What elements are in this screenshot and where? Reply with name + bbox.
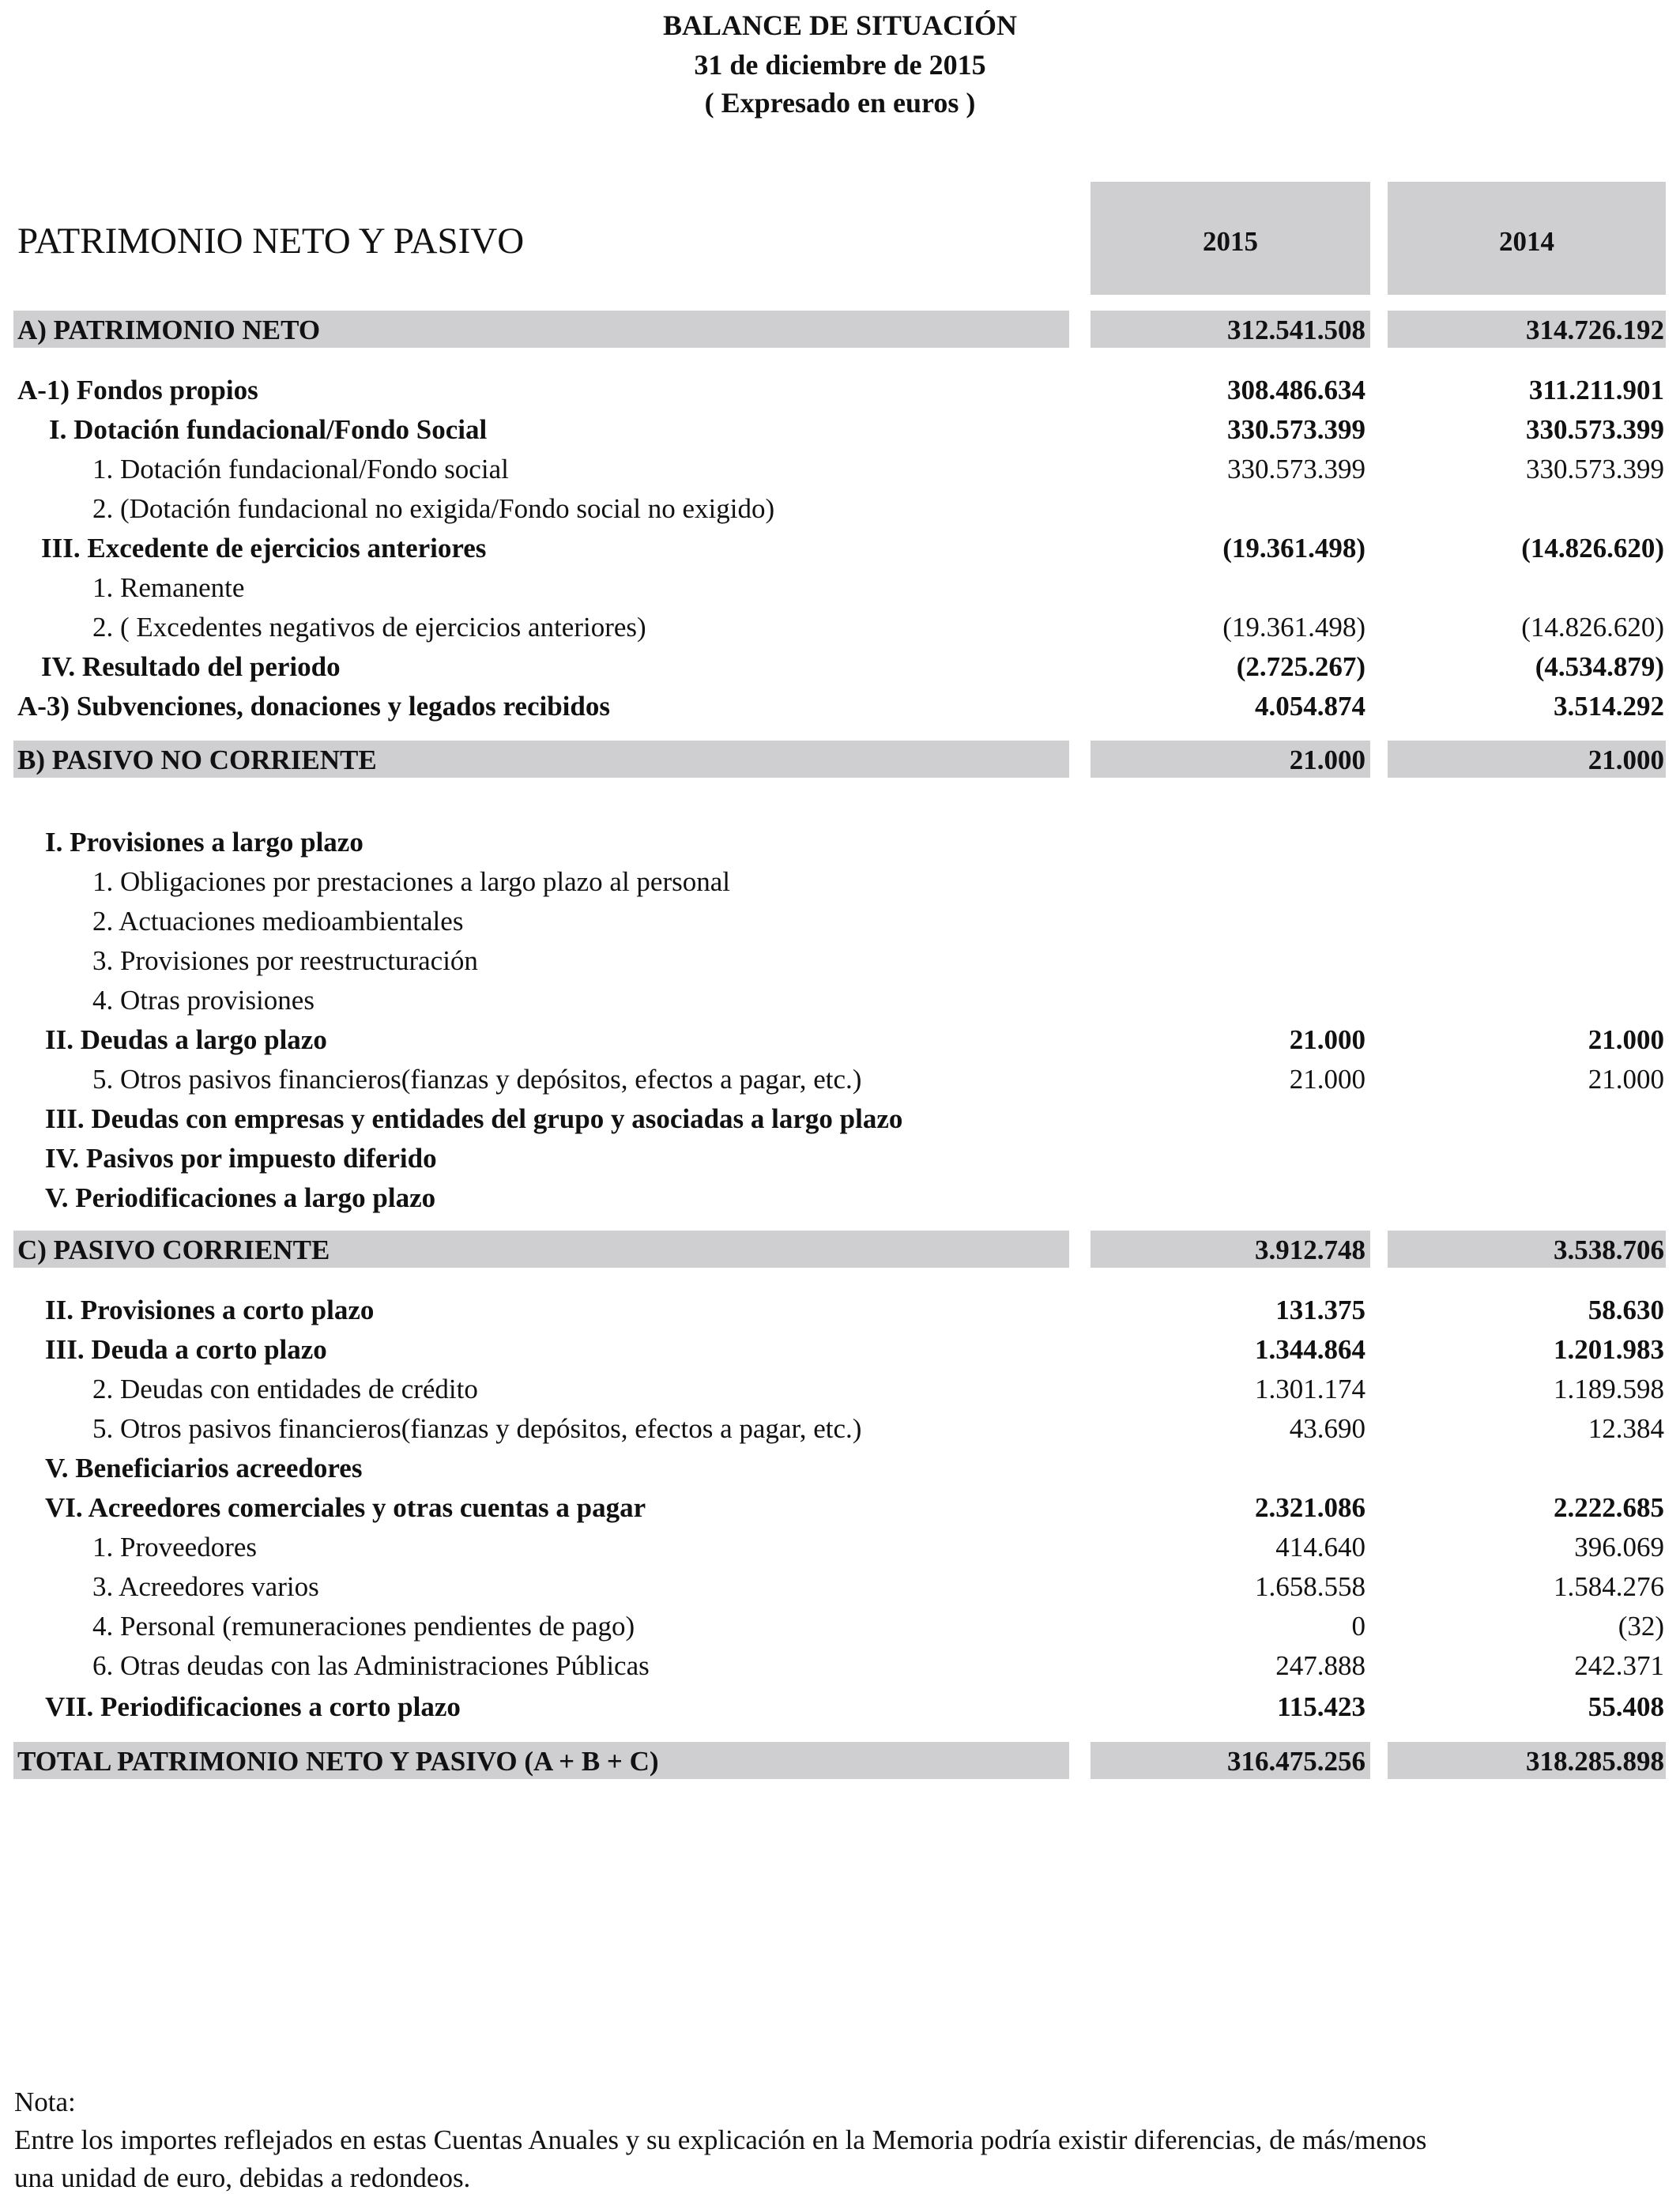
value-2015: (19.361.498) bbox=[1222, 533, 1365, 564]
table-row-v-periodificaciones-a-largo-plazo bbox=[0, 1178, 1680, 1217]
column-header-2015-label: 2015 bbox=[1203, 226, 1258, 257]
value-2014: 242.371 bbox=[1574, 1650, 1664, 1681]
table-row-2-excedentes-negativos-de-ejercicios-anteriores bbox=[0, 607, 1680, 647]
value-2014: (32) bbox=[1618, 1611, 1664, 1642]
note-title: Nota: bbox=[14, 2087, 76, 2117]
value-2015: (19.361.498) bbox=[1222, 612, 1365, 643]
table-row-total-patrimonio-neto-y-pasivo-a-b-c bbox=[0, 1742, 1680, 1781]
value-2015: 308.486.634 bbox=[1227, 375, 1365, 405]
row-label: 3. Acreedores varios bbox=[92, 1571, 319, 1602]
value-2014: 314.726.192 bbox=[1526, 315, 1664, 345]
table-row-1-dotacion-fundacional-fondo-social bbox=[0, 449, 1680, 488]
value-2015: (2.725.267) bbox=[1236, 651, 1365, 682]
table-row-2-actuaciones-medioambientales bbox=[0, 901, 1680, 941]
column-header-2014-label: 2014 bbox=[1499, 226, 1554, 257]
row-label: 1. Dotación fundacional/Fondo social bbox=[92, 454, 509, 484]
row-label: IV. Resultado del periodo bbox=[41, 651, 341, 682]
value-2015: 330.573.399 bbox=[1227, 454, 1365, 484]
row-label: A) PATRIMONIO NETO bbox=[17, 315, 321, 345]
value-2014: 2.222.685 bbox=[1554, 1492, 1664, 1523]
table-row-i-dotacion-fundacional-fondo-social bbox=[0, 409, 1680, 449]
value-2014: 1.189.598 bbox=[1554, 1374, 1664, 1404]
row-label: I. Provisiones a largo plazo bbox=[45, 827, 363, 858]
value-2015: 0 bbox=[1351, 1611, 1365, 1642]
table-row-1-proveedores bbox=[0, 1527, 1680, 1566]
row-label: 1. Obligaciones por prestaciones a largo plazo al personal bbox=[92, 866, 730, 897]
row-label: 3. Provisiones por reestructuración bbox=[92, 945, 478, 976]
row-label: 5. Otros pasivos financieros(fianzas y depósitos, efectos a pagar, etc.) bbox=[92, 1413, 862, 1444]
row-label: 5. Otros pasivos financieros(fianzas y depósitos, efectos a pagar, etc.) bbox=[92, 1064, 862, 1095]
value-2015: 330.573.399 bbox=[1227, 414, 1365, 445]
value-2015: 131.375 bbox=[1275, 1295, 1365, 1325]
table-row-2-deudas-con-entidades-de-credito bbox=[0, 1369, 1680, 1408]
row-label: I. Dotación fundacional/Fondo Social bbox=[49, 414, 488, 445]
value-2015: 2.321.086 bbox=[1255, 1492, 1365, 1523]
row-label: A-1) Fondos propios bbox=[17, 375, 258, 405]
row-label: II. Provisiones a corto plazo bbox=[45, 1295, 375, 1325]
value-2014: 1.584.276 bbox=[1554, 1571, 1664, 1602]
value-2014: 330.573.399 bbox=[1526, 454, 1664, 484]
table-row-a-1-fondos-propios bbox=[0, 370, 1680, 409]
value-2014: 21.000 bbox=[1588, 1064, 1664, 1095]
table-row-2-dotacion-fundacional-no-exigida-fondo-social-n bbox=[0, 488, 1680, 528]
table-row-5-otros-pasivos-financieros-fianzas-y-depositos- bbox=[0, 1408, 1680, 1448]
table-row-4-personal-remuneraciones-pendientes-de-pago bbox=[0, 1606, 1680, 1646]
row-label: VI. Acreedores comerciales y otras cuentas a pagar bbox=[45, 1492, 646, 1523]
table-row-6-otras-deudas-con-las-administraciones-publicas bbox=[0, 1646, 1680, 1685]
value-2014: 12.384 bbox=[1588, 1413, 1664, 1444]
row-label: 2. ( Excedentes negativos de ejercicios anteriores) bbox=[92, 612, 646, 643]
row-label: TOTAL PATRIMONIO NETO Y PASIVO (A + B + C) bbox=[17, 1746, 659, 1777]
table-row-ii-deudas-a-largo-plazo bbox=[0, 1020, 1680, 1059]
value-2014: 21.000 bbox=[1588, 1024, 1664, 1055]
row-label: 2. Deudas con entidades de crédito bbox=[92, 1374, 478, 1404]
row-label: III. Deudas con empresas y entidades del grupo y asociadas a largo plazo bbox=[45, 1103, 903, 1134]
value-2015: 1.301.174 bbox=[1255, 1374, 1365, 1404]
value-2014: 396.069 bbox=[1574, 1532, 1664, 1563]
value-2015: 1.344.864 bbox=[1255, 1334, 1365, 1365]
table-row-3-provisiones-por-reestructuracion bbox=[0, 941, 1680, 980]
row-label: V. Periodificaciones a largo plazo bbox=[45, 1182, 436, 1213]
row-label: 2. (Dotación fundacional no exigida/Fondo social no exigido) bbox=[92, 493, 775, 524]
value-2014: 21.000 bbox=[1588, 745, 1664, 775]
value-2014: (14.826.620) bbox=[1521, 533, 1664, 564]
value-2015: 316.475.256 bbox=[1227, 1746, 1365, 1777]
table-row-ii-provisiones-a-corto-plazo bbox=[0, 1290, 1680, 1329]
column-header-2015 bbox=[1090, 182, 1370, 295]
row-label: C) PASIVO CORRIENTE bbox=[17, 1235, 330, 1265]
value-2015: 21.000 bbox=[1289, 1024, 1365, 1055]
value-2015: 414.640 bbox=[1275, 1532, 1365, 1563]
value-2015: 21.000 bbox=[1289, 745, 1365, 775]
table-row-a-3-subvenciones-donaciones-y-legados-recibidos bbox=[0, 686, 1680, 726]
table-row-v-beneficiarios-acreedores bbox=[0, 1448, 1680, 1487]
value-2014: 3.514.292 bbox=[1554, 691, 1664, 722]
table-row-iv-resultado-del-periodo bbox=[0, 647, 1680, 686]
value-2015: 43.690 bbox=[1289, 1413, 1365, 1444]
value-2015: 4.054.874 bbox=[1255, 691, 1365, 722]
value-2014: (14.826.620) bbox=[1521, 612, 1664, 643]
value-2014: 1.201.983 bbox=[1554, 1334, 1664, 1365]
note-line-2: una unidad de euro, debidas a redondeos. bbox=[14, 2162, 471, 2193]
column-header-2014 bbox=[1388, 182, 1666, 295]
table-row-1-remanente bbox=[0, 567, 1680, 607]
document-title: BALANCE DE SITUACIÓN bbox=[662, 9, 1018, 41]
note-line-1: Entre los importes reflejados en estas Cuentas Anuales y su explicación en la Memoria podría existir diferencias, de más/menos bbox=[14, 2124, 1427, 2155]
row-label: II. Deudas a largo plazo bbox=[45, 1024, 327, 1055]
row-label: 4. Otras provisiones bbox=[92, 985, 315, 1016]
value-2014: (4.534.879) bbox=[1535, 651, 1664, 682]
section-title: PATRIMONIO NETO Y PASIVO bbox=[17, 221, 525, 262]
table-row-i-provisiones-a-largo-plazo bbox=[0, 822, 1680, 861]
row-label: IV. Pasivos por impuesto diferido bbox=[45, 1143, 437, 1174]
table-row-iv-pasivos-por-impuesto-diferido bbox=[0, 1138, 1680, 1178]
table-row-4-otras-provisiones bbox=[0, 980, 1680, 1020]
table-row-b-pasivo-no-corriente bbox=[0, 741, 1680, 780]
table-row-iii-excedente-de-ejercicios-anteriores bbox=[0, 528, 1680, 567]
row-label: III. Deuda a corto plazo bbox=[45, 1334, 327, 1365]
table-row-vii-periodificaciones-a-corto-plazo bbox=[0, 1687, 1680, 1726]
value-2015: 312.541.508 bbox=[1227, 315, 1365, 345]
row-label: 1. Proveedores bbox=[92, 1532, 258, 1563]
table-row-vi-acreedores-comerciales-y-otras-cuentas-a-paga bbox=[0, 1487, 1680, 1527]
value-2014: 58.630 bbox=[1588, 1295, 1664, 1325]
value-2014: 330.573.399 bbox=[1526, 414, 1664, 445]
table-row-1-obligaciones-por-prestaciones-a-largo-plazo-al bbox=[0, 861, 1680, 901]
table-row-5-otros-pasivos-financieros-fianzas-y-depositos- bbox=[0, 1059, 1680, 1099]
row-label: V. Beneficiarios acreedores bbox=[45, 1453, 363, 1483]
row-label: III. Excedente de ejercicios anteriores bbox=[41, 533, 487, 564]
document-date: 31 de diciembre de 2015 bbox=[694, 49, 986, 81]
table-row-iii-deudas-con-empresas-y-entidades-del-grupo-y- bbox=[0, 1099, 1680, 1138]
value-2014: 318.285.898 bbox=[1526, 1746, 1664, 1777]
row-label: A-3) Subvenciones, donaciones y legados recibidos bbox=[17, 691, 610, 722]
row-label: 4. Personal (remuneraciones pendientes de pago) bbox=[92, 1611, 635, 1642]
value-2015: 3.912.748 bbox=[1255, 1235, 1365, 1265]
table-row-3-acreedores-varios bbox=[0, 1566, 1680, 1606]
row-label: B) PASIVO NO CORRIENTE bbox=[17, 745, 377, 775]
row-label: 2. Actuaciones medioambientales bbox=[92, 906, 464, 937]
row-label: 1. Remanente bbox=[92, 572, 245, 603]
value-2015: 115.423 bbox=[1277, 1691, 1365, 1722]
table-row-c-pasivo-corriente bbox=[0, 1231, 1680, 1270]
table-row-iii-deuda-a-corto-plazo bbox=[0, 1329, 1680, 1369]
value-2015: 1.658.558 bbox=[1255, 1571, 1365, 1602]
value-2015: 247.888 bbox=[1275, 1650, 1365, 1681]
table-row-a-patrimonio-neto bbox=[0, 311, 1680, 350]
document-currency-note: ( Expresado en euros ) bbox=[704, 87, 976, 119]
value-2014: 55.408 bbox=[1588, 1691, 1664, 1722]
row-label: VII. Periodificaciones a corto plazo bbox=[45, 1691, 461, 1722]
value-2014: 311.211.901 bbox=[1528, 375, 1664, 405]
value-2015: 21.000 bbox=[1289, 1064, 1365, 1095]
value-2014: 3.538.706 bbox=[1554, 1235, 1664, 1265]
row-label: 6. Otras deudas con las Administraciones Públicas bbox=[92, 1650, 650, 1681]
